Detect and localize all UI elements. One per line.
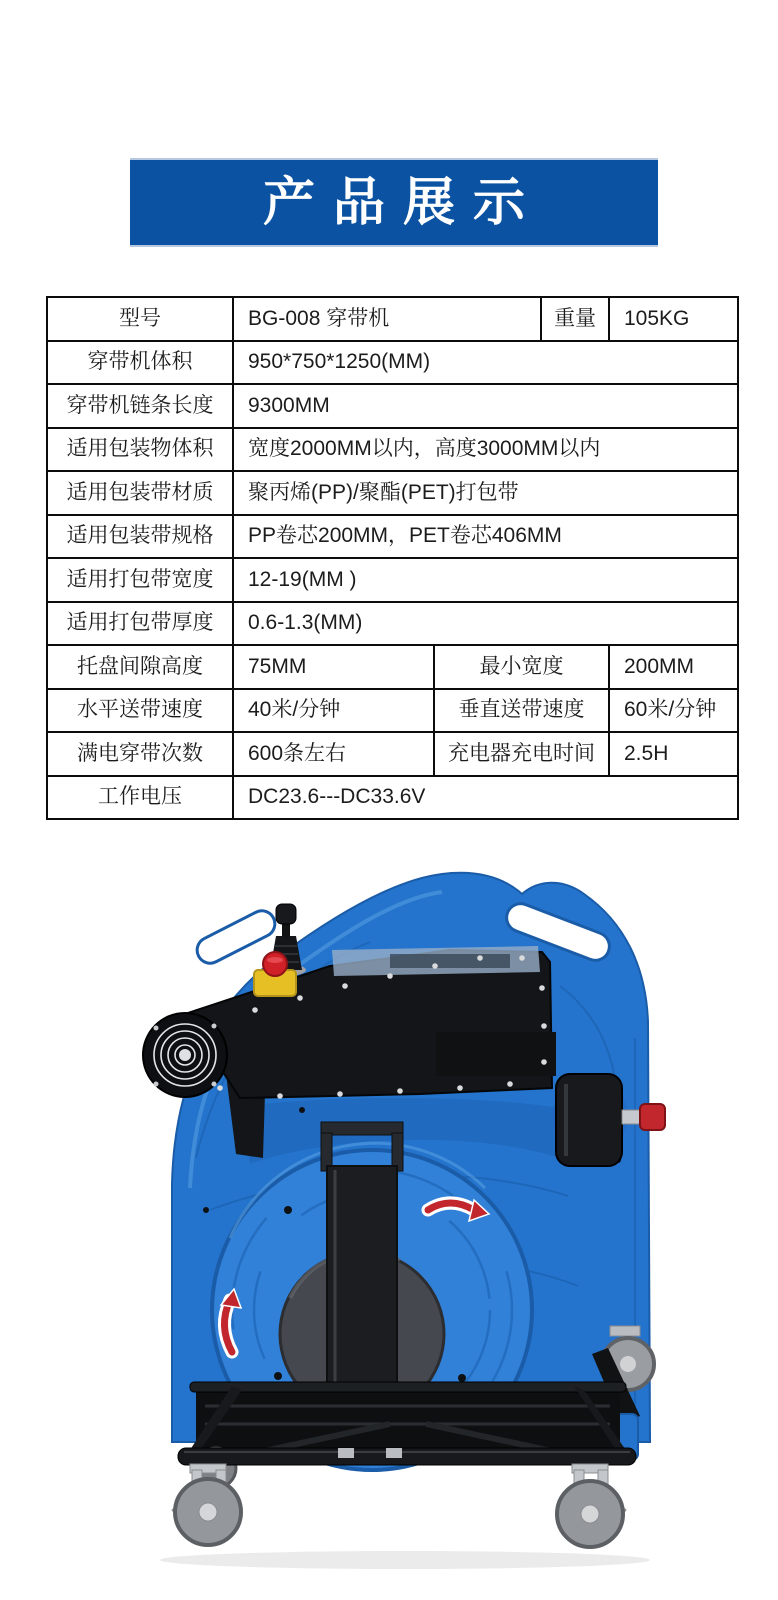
spec-row [47, 732, 738, 776]
spec-row [47, 645, 738, 689]
spec-value-cell: 60米/分钟 [609, 689, 738, 733]
spec-label-cell: 适用打包带厚度 [47, 602, 233, 646]
spec-row [47, 471, 738, 515]
spec-row [47, 689, 738, 733]
spec-label-cell: 型号 [47, 297, 233, 341]
spec-table [46, 296, 739, 820]
spec-value-cell: 40米/分钟 [233, 689, 434, 733]
spec-label-cell: 适用包装物体积 [47, 428, 233, 472]
spec-label-cell: 满电穿带次数 [47, 732, 233, 776]
spec-label-cell: 水平送带速度 [47, 689, 233, 733]
spec-value-cell: 宽度2000MM以内，高度3000MM以内 [233, 428, 738, 472]
front-right-caster [557, 1464, 626, 1547]
spec-row [47, 341, 738, 385]
spec-label-cell: 重量 [541, 297, 609, 341]
spec-label-cell: 托盘间隙高度 [47, 645, 233, 689]
spec-label-cell: 穿带机链条长度 [47, 384, 233, 428]
spec-row [47, 776, 738, 820]
spec-value-cell: DC23.6---DC33.6V [233, 776, 738, 820]
spec-row [47, 558, 738, 602]
trolley-base [178, 1382, 636, 1488]
spec-value-cell: 聚丙烯(PP)/聚酯(PET)打包带 [233, 471, 738, 515]
spec-label-cell: 最小宽度 [434, 645, 609, 689]
section-banner-title: 产品展示 [262, 173, 543, 232]
spec-label-cell: 穿带机体积 [47, 341, 233, 385]
section-banner [130, 158, 658, 247]
spec-table-body [47, 297, 738, 819]
spec-value-cell: PP卷芯200MM，PET卷芯406MM [233, 515, 738, 559]
spec-value-cell: 12-19(MM ) [233, 558, 738, 602]
spec-label-cell: 充电器充电时间 [434, 732, 609, 776]
spec-value-cell: 200MM [609, 645, 738, 689]
spec-label-cell: 适用包装带材质 [47, 471, 233, 515]
product-photo [90, 858, 690, 1576]
strapping-machine-photo [143, 873, 665, 1569]
spec-label-cell: 适用打包带宽度 [47, 558, 233, 602]
spec-row [47, 428, 738, 472]
spec-value-cell: BG-008 穿带机 [233, 297, 541, 341]
fan-grille [143, 1013, 227, 1097]
spec-label-cell: 适用包装带规格 [47, 515, 233, 559]
spec-value-cell: 2.5H [609, 732, 738, 776]
spec-label-cell: 垂直送带速度 [434, 689, 609, 733]
spec-row [47, 515, 738, 559]
spec-row [47, 384, 738, 428]
spec-value-cell: 950*750*1250(MM) [233, 341, 738, 385]
spec-label-cell: 工作电压 [47, 776, 233, 820]
arm-extension [436, 1032, 556, 1076]
spec-row [47, 602, 738, 646]
spec-value-cell: 105KG [609, 297, 738, 341]
spec-row [47, 297, 738, 341]
spec-value-cell: 9300MM [233, 384, 738, 428]
floor-shadow [160, 1551, 650, 1569]
spec-value-cell: 0.6-1.3(MM) [233, 602, 738, 646]
spec-value-cell: 600条左右 [233, 732, 434, 776]
spec-value-cell: 75MM [233, 645, 434, 689]
